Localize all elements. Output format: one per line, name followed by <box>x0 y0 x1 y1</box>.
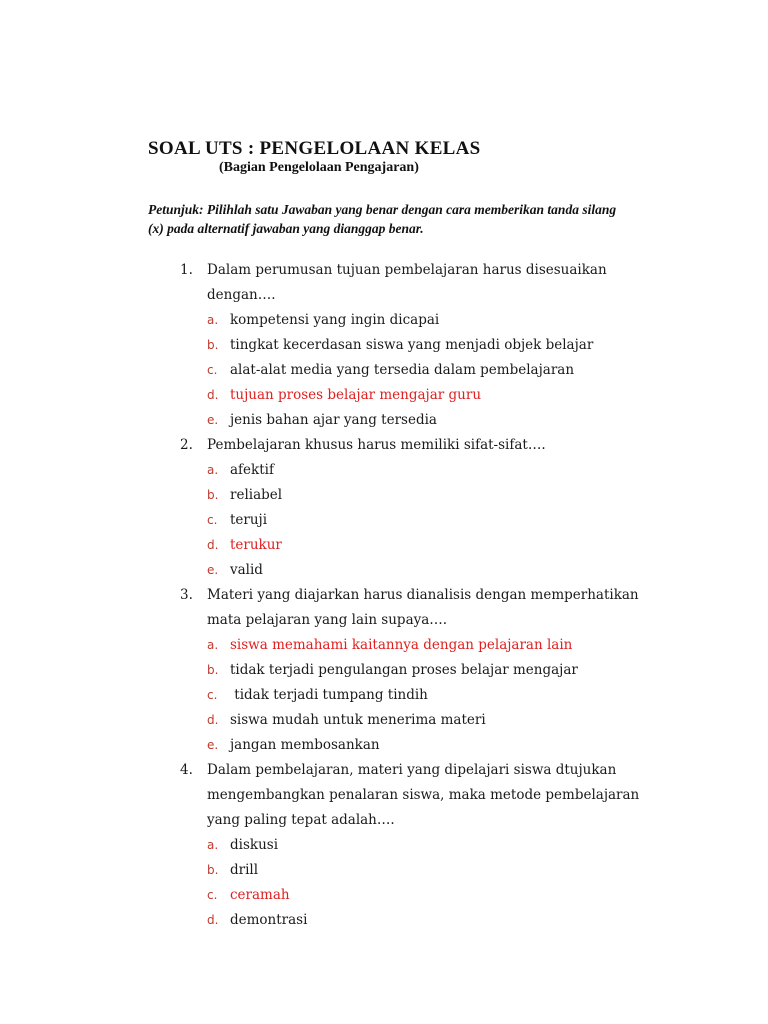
option-letter: b. <box>207 488 219 502</box>
option-letter: d. <box>207 538 219 552</box>
option-c[interactable] <box>207 358 650 383</box>
question-number: 4. <box>180 762 193 778</box>
question-text: Dalam perumusan tujuan pembelajaran harus disesuaikan dengan…. <box>207 262 607 303</box>
option-text: diskusi <box>230 837 279 853</box>
option-text: reliabel <box>230 487 283 503</box>
option-d-correct[interactable] <box>207 533 650 558</box>
option-text: tidak terjadi tumpang tindih <box>230 687 428 703</box>
option-text: tidak terjadi pengulangan proses belajar mengajar <box>230 662 578 678</box>
option-e[interactable] <box>207 733 650 758</box>
option-list <box>180 308 650 433</box>
option-letter: c. <box>207 513 218 527</box>
option-b[interactable] <box>207 483 650 508</box>
option-text: alat-alat media yang tersedia dalam pembelajaran <box>230 362 575 378</box>
option-text: tingkat kecerdasan siswa yang menjadi objek belajar <box>230 337 594 353</box>
option-letter: e. <box>207 563 219 577</box>
option-text: teruji <box>230 512 268 528</box>
option-c-correct[interactable] <box>207 883 650 908</box>
option-list <box>180 633 650 758</box>
option-a[interactable] <box>207 308 650 333</box>
option-text: siswa mudah untuk menerima materi <box>230 712 486 728</box>
option-e[interactable] <box>207 558 650 583</box>
option-text: drill <box>230 862 259 878</box>
option-text: ceramah <box>230 887 290 903</box>
question-4 <box>180 758 650 933</box>
option-text: valid <box>230 562 263 578</box>
option-letter: e. <box>207 738 219 752</box>
option-letter: b. <box>207 338 219 352</box>
option-letter: e. <box>207 413 219 427</box>
option-text: jenis bahan ajar yang tersedia <box>230 412 437 428</box>
option-a-correct[interactable] <box>207 633 650 658</box>
option-d[interactable] <box>207 908 650 933</box>
option-letter: a. <box>207 313 219 327</box>
option-text: siswa memahami kaitannya dengan pelajaran lain <box>230 637 573 653</box>
option-text: terukur <box>230 537 282 553</box>
option-letter: d. <box>207 713 219 727</box>
option-letter: c. <box>207 363 218 377</box>
option-letter: c. <box>207 688 218 702</box>
question-text: Pembelajaran khusus harus memiliki sifat-sifat…. <box>207 437 546 453</box>
question-number: 2. <box>180 437 193 453</box>
question-number: 3. <box>180 587 193 603</box>
question-text: Materi yang diajarkan harus dianalisis dengan memperhatikan mata pelajaran yang lain supaya…. <box>207 587 639 628</box>
option-text: jangan membosankan <box>230 737 380 753</box>
page-subtitle: (Bagian Pengelolaan Pengajaran) <box>219 160 419 175</box>
instruction-text: Petunjuk: Pilihlah satu Jawaban yang benar dengan cara memberikan tanda silang (x) pada alternatif jawaban yang dianggap benar. <box>148 202 617 236</box>
option-b[interactable] <box>207 658 650 683</box>
option-letter: d. <box>207 388 219 402</box>
question-number: 1. <box>180 262 193 278</box>
option-b[interactable] <box>207 858 650 883</box>
option-letter: a. <box>207 638 219 652</box>
option-letter: d. <box>207 913 219 927</box>
option-text: kompetensi yang ingin dicapai <box>230 312 440 328</box>
option-a[interactable] <box>207 833 650 858</box>
question-text: Dalam pembelajaran, materi yang dipelajari siswa dtujukan mengembangkan penalaran siswa, maka metode pembelajaran yang paling tepat adalah…. <box>207 762 640 828</box>
option-letter: b. <box>207 863 219 877</box>
question-3 <box>180 583 650 758</box>
option-text: demontrasi <box>230 912 308 928</box>
question-1 <box>180 258 650 433</box>
option-letter: b. <box>207 663 219 677</box>
option-letter: c. <box>207 888 218 902</box>
option-c[interactable] <box>207 508 650 533</box>
option-text: afektif <box>230 462 274 478</box>
option-b[interactable] <box>207 333 650 358</box>
question-2 <box>180 433 650 583</box>
option-list <box>180 833 650 933</box>
option-d[interactable] <box>207 708 650 733</box>
option-letter: a. <box>207 838 219 852</box>
option-c[interactable] <box>207 683 650 708</box>
option-e[interactable] <box>207 408 650 433</box>
option-text: tujuan proses belajar mengajar guru <box>230 387 482 403</box>
question-list <box>180 258 650 933</box>
option-d-correct[interactable] <box>207 383 650 408</box>
option-a[interactable] <box>207 458 650 483</box>
option-letter: a. <box>207 463 219 477</box>
page-title: SOAL UTS : PENGELOLAAN KELAS <box>148 138 481 159</box>
option-list <box>180 458 650 583</box>
